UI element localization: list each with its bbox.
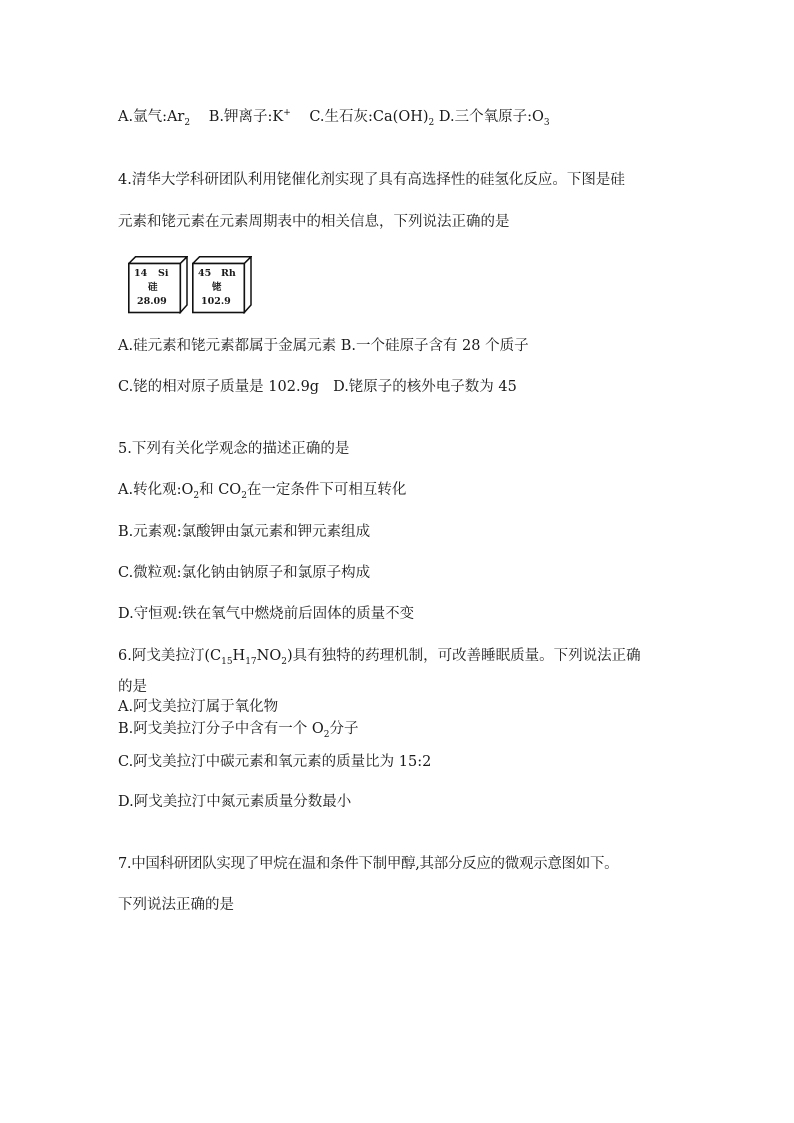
q6-option-c: C.阿戈美拉汀中碳元素和氧元素的质量比为 15:2	[118, 754, 432, 770]
rhodium-mass: 102.9	[201, 296, 231, 307]
q3-option-b: B.钾离子:K+	[208, 108, 291, 125]
q6-option-d: D.阿戈美拉汀中氮元素质量分数最小	[118, 794, 352, 810]
rhodium-number: 45	[198, 268, 212, 279]
q5-option-c: C.微粒观:氯化钠由钠原子和氯原子构成	[118, 565, 371, 581]
q3-option-c: C.生石灰$:Ca(OH)_2$	[309, 108, 435, 128]
q6-stem-line1: 6.阿戈美拉汀$(C_{15}H_{17}NO_2)$具有独特的药理机制，可改善睡眠质量。下列说法正确	[118, 648, 641, 667]
silicon-symbol: Si	[158, 268, 169, 279]
q5-option-a: A.转化观$:O_2$和 $CO_2$在一定条件下可相互转化	[118, 482, 407, 501]
q4-stem-line1: 4.清华大学科研团队利用铑催化剂实现了具有高选择性的硅氢化反应。下图是硅	[118, 172, 625, 188]
rhodium-symbol: Rh	[221, 268, 236, 279]
silicon-mass: 28.09	[137, 296, 167, 307]
q6-option-a: A.阿戈美拉汀属于氧化物	[118, 699, 279, 715]
q7-stem-line1: 7.中国科研团队实现了甲烷在温和条件下制甲醇,其部分反应的微观示意图如下。	[118, 856, 619, 872]
q4-option-ab: A.硅元素和铑元素都属于金属元素 B.一个硅原子含有 28 个质子	[118, 338, 529, 354]
element-cell-silicon	[128, 256, 188, 314]
q6-stem-line2: 的是	[118, 679, 147, 695]
q4-option-cd	[118, 379, 517, 396]
element-cell-rhodium	[192, 256, 252, 314]
q4-stem-line2: 元素和铑元素在元素周期表中的相关信息，下列说法正确的是	[118, 214, 510, 230]
q4-option-d: D.铑原子的核外电子数为 45	[333, 379, 517, 395]
q3-options	[118, 108, 550, 129]
silicon-name: 硅	[148, 282, 158, 293]
q3-option-d: D.三个氧原子$:O_3$	[438, 108, 550, 128]
q5-option-d: D.守恒观:铁在氧气中燃烧前后固体的质量不变	[118, 606, 415, 622]
q4-option-c: C.铑的相对原子质量是 102.9g	[118, 379, 320, 395]
q7-stem-line2: 下列说法正确的是	[118, 897, 234, 913]
q5-stem: 5.下列有关化学观念的描述正确的是	[118, 441, 350, 457]
q6-option-b: B.阿戈美拉汀分子中含有一个 $O_2$分子	[118, 721, 359, 740]
q5-option-b: B.元素观:氯酸钾由氯元素和钾元素组成	[118, 524, 371, 540]
rhodium-name: 铑	[212, 282, 222, 293]
q3-option-a: A.氩气$:Ar_2$	[118, 108, 191, 128]
silicon-number: 14	[134, 268, 148, 279]
